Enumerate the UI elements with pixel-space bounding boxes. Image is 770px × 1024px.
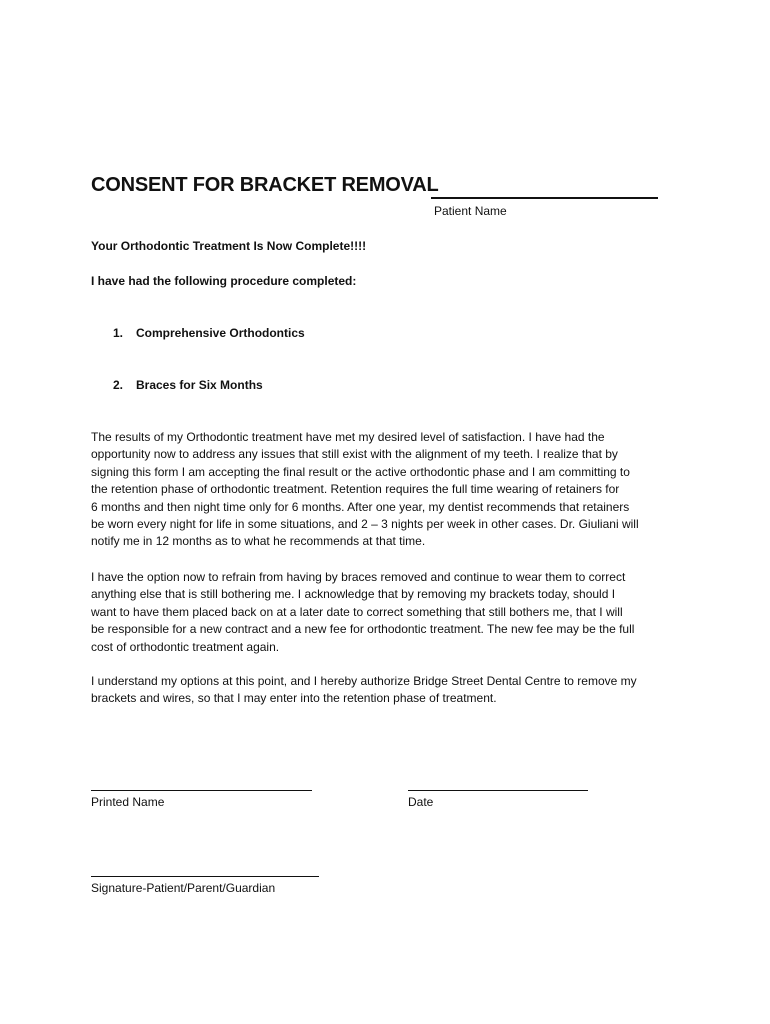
patient-name-label: Patient Name xyxy=(434,204,507,218)
paragraph-line: 6 months and then night time only for 6 months. After one year, my dentist recommends that retainers xyxy=(91,499,630,514)
paragraph-line: I have the option now to refrain from having by braces removed and continue to wear them to correct xyxy=(91,570,626,584)
paragraph-line: brackets and wires, so that I may enter into the retention phase of treatment. xyxy=(91,691,497,706)
paragraph-line: be worn every night for life in some situations, and 2 – 3 nights per week in other cases. Dr. Giuliani will xyxy=(91,517,639,532)
printed-name-label: Printed Name xyxy=(91,795,165,809)
paragraph-line: want to have them placed back on at a later date to correct something that still bothers me, that I will xyxy=(91,604,623,619)
paragraph-line: cost of orthodontic treatment again. xyxy=(91,639,280,654)
paragraph-line: anything else that is still bothering me. I acknowledge that by removing my brackets today, should I xyxy=(91,587,616,602)
authorization-paragraph xyxy=(91,673,691,708)
treatment-complete-heading: Your Orthodontic Treatment Is Now Complete!!!! xyxy=(91,239,367,253)
paragraph-line: the retention phase of orthodontic treatment. Retention requires the full time wearing of retainers for xyxy=(91,482,620,497)
paragraph-line: The results of my Orthodontic treatment have met my desired level of satisfaction. I have had the xyxy=(91,430,605,444)
procedure-label: Braces for Six Months xyxy=(136,378,263,392)
list-number: 2. xyxy=(113,378,124,392)
printed-name-field[interactable] xyxy=(91,790,312,791)
procedure-heading: I have had the following procedure completed: xyxy=(91,274,357,288)
date-field[interactable] xyxy=(408,790,588,791)
paragraph-line: opportunity now to address any issues that still exist with the alignment of my teeth. I realize that by xyxy=(91,447,618,462)
results-paragraph xyxy=(91,429,691,551)
procedure-label: Comprehensive Orthodontics xyxy=(136,326,305,340)
date-label: Date xyxy=(408,795,434,809)
procedure-list-item xyxy=(113,326,305,340)
procedure-list-item xyxy=(113,378,263,392)
paragraph-line: notify me in 12 months as to what he recommends at that time. xyxy=(91,534,426,549)
option-paragraph xyxy=(91,569,691,656)
signature-label: Signature-Patient/Parent/Guardian xyxy=(91,881,276,895)
paragraph-line: be responsible for a new contract and a new fee for orthodontic treatment. The new fee may be the full xyxy=(91,622,635,637)
paragraph-line: signing this form I am accepting the final result or the active orthodontic phase and I am committing to xyxy=(91,464,630,479)
paragraph-line: I understand my options at this point, and I hereby authorize Bridge Street Dental Centre to remove my xyxy=(91,674,637,688)
patient-name-field[interactable] xyxy=(431,197,658,199)
signature-field[interactable] xyxy=(91,876,319,877)
list-number: 1. xyxy=(113,326,124,340)
page-title: CONSENT FOR BRACKET REMOVAL xyxy=(91,174,439,196)
